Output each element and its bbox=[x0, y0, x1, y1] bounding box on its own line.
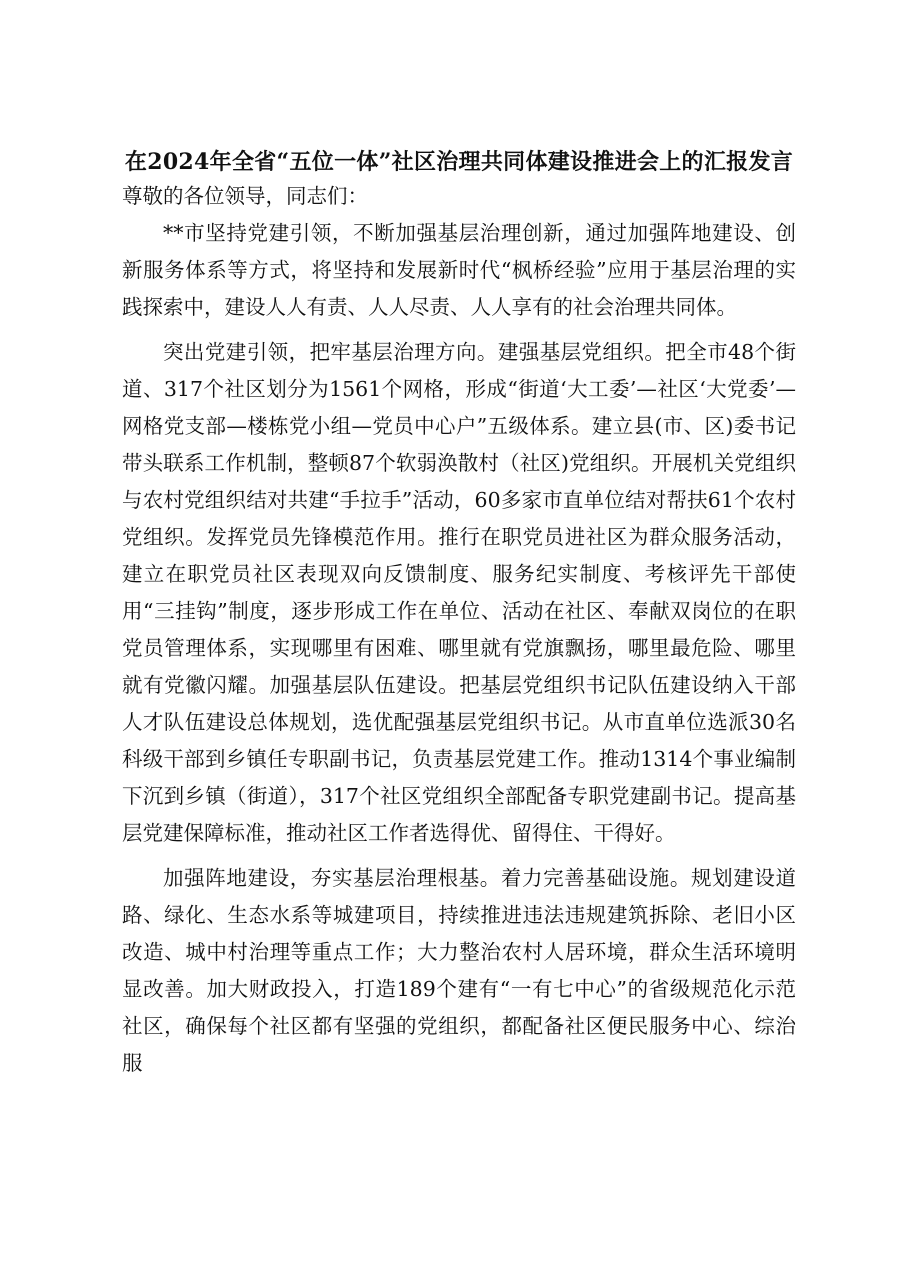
document-page bbox=[122, 148, 796, 1090]
document-title: 在2024年全省“五位一体”社区治理共同体建设推进会上的汇报发言 bbox=[124, 149, 794, 175]
paragraph-position-building: 加强阵地建设，夯实基层治理根基。着力完善基础设施。规划建设道路、绿化、生态水系等城建项目，持续推进违法违规建筑拆除、老旧小区改造、城中村治理等重点工作；大力整治农村人居环境，群众生活环境明显改善。加大财政投入，打造189个建有“一有七中心”的省级规范化示范社区，确保每个社区都有坚强的党组织，都配备社区便民服务中心、综治服 bbox=[122, 866, 796, 1075]
paragraph-party-leadership: 突出党建引领，把牢基层治理方向。建强基层党组织。把全市48个街道、317个社区划分为1561个网格，形成“街道‘大工委’—社区‘大党委’—网格党支部—楼栋党小组—党员中心户”五级体系。建立县(市、区)委书记带头联系工作机制，整顿87个软弱涣散村（社区)党组织。开展机关党组织与农村党组织结对共建“手拉手”活动，60多家市直单位结对帮扶61个农村党组织。发挥党员先锋模范作用。推行在职党员进社区为群众服务活动，建立在职党员社区表现双向反馈制度、服务纪实制度、考核评先干部使用“三挂钩”制度，逐步形成工作在单位、活动在社区、奉献双岗位的在职党员管理体系，实现哪里有困难、哪里就有党旗飘扬，哪里最危险、哪里就有党徽闪耀。加强基层队伍建设。把基层党组织书记队伍建设纳入干部人才队伍建设总体规划，选优配强基层党组织书记。从市直单位选派30名科级干部到乡镇任专职副书记，负责基层党建工作。推动1314个事业编制下沉到乡镇（街道），317个社区党组织全部配备专职党建副书记。提高基层党建保障标准，推动社区工作者选得优、留得住、干得好。 bbox=[122, 340, 796, 845]
paragraph-intro: **市坚持党建引领，不断加强基层治理创新，通过加强阵地建设、创新服务体系等方式，将坚持和发展新时代“枫桥经验”应用于基层治理的实践探索中，建设人人有责、人人尽责、人人享有的社会治理共同体。 bbox=[122, 221, 796, 319]
salutation: 尊敬的各位领导，同志们： bbox=[122, 184, 368, 208]
